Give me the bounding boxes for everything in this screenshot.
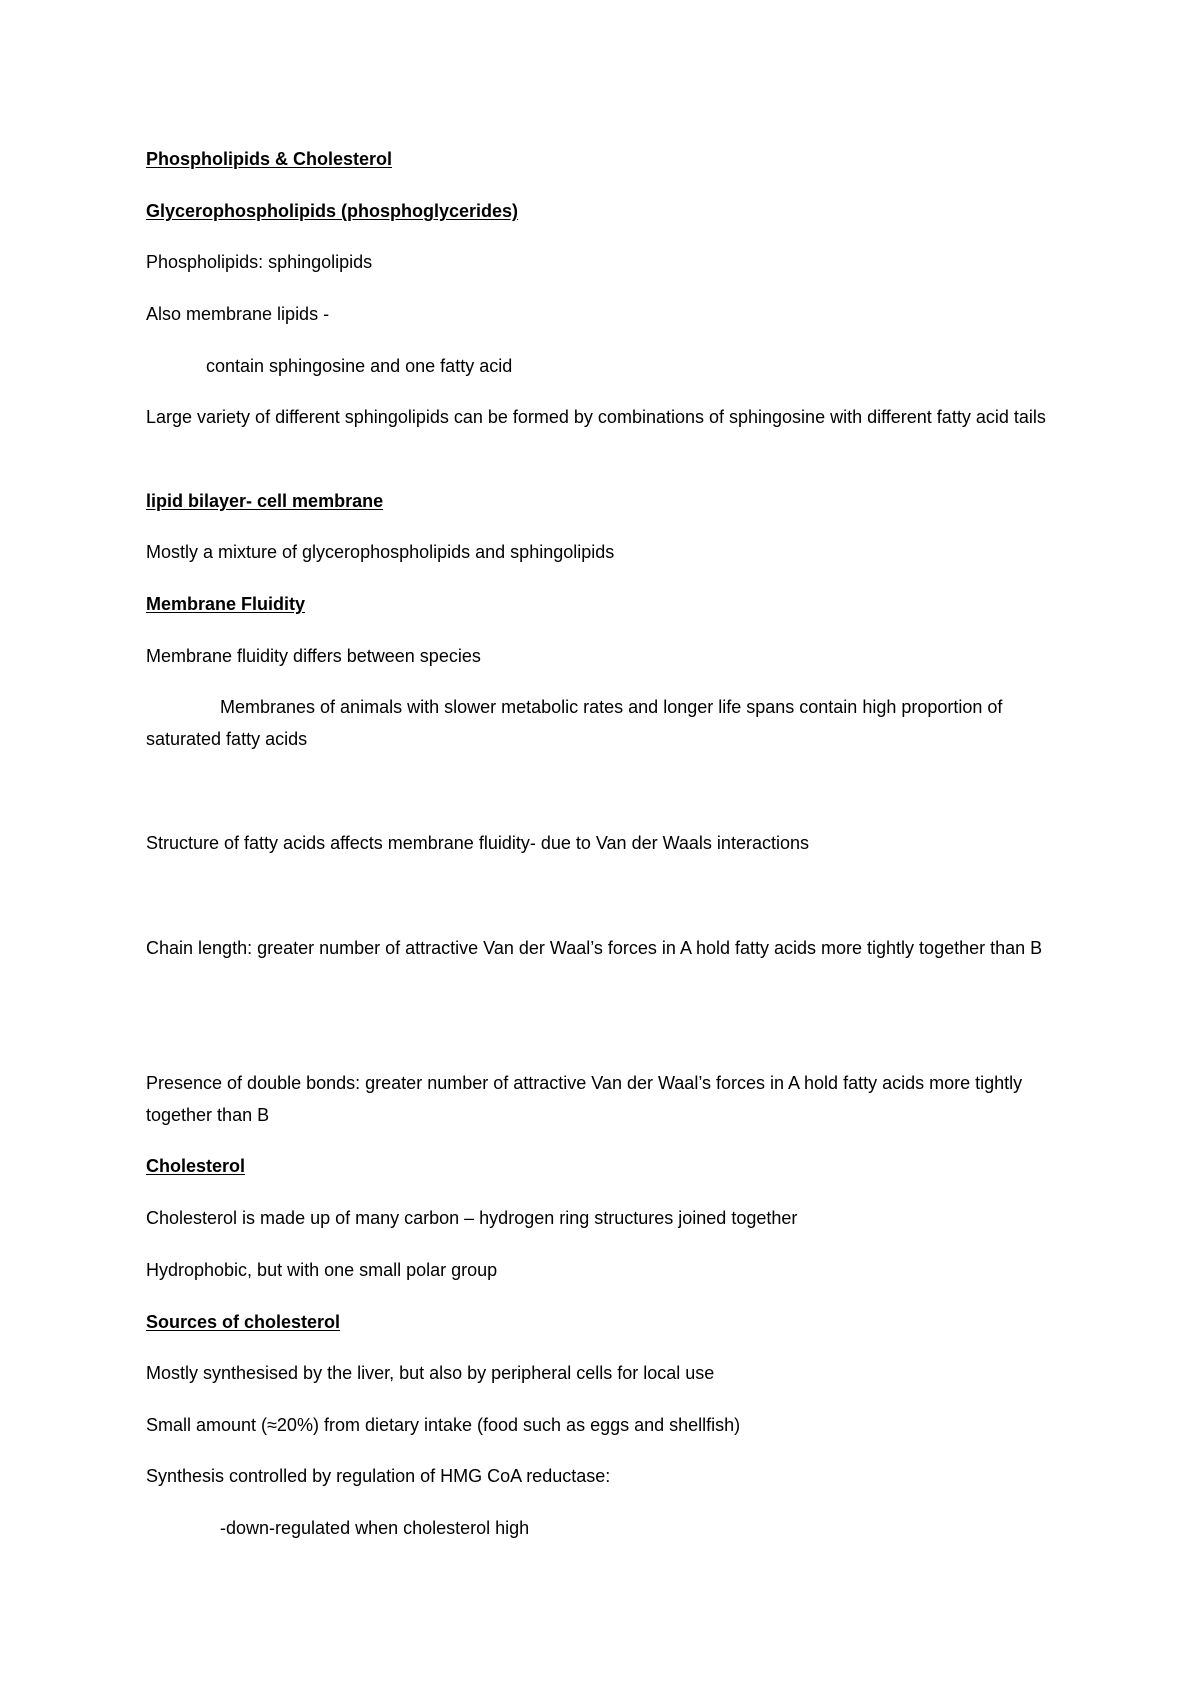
paragraph-membrane-lipids: Also membrane lipids - <box>146 304 330 324</box>
paragraph-animal-membranes: Membranes of animals with slower metabolic rates and longer life spans contain high proportion of saturated fatty acids <box>146 697 1003 749</box>
paragraph-fluidity-species: Membrane fluidity differs between species <box>146 646 481 666</box>
heading-membrane-fluidity: Membrane Fluidity <box>146 594 306 614</box>
paragraph-double-bonds: Presence of double bonds: greater number of attractive Van der Waal’s forces in A hold fatty acids more tightly together than B <box>146 1073 1023 1125</box>
heading-lipid-bilayer: lipid bilayer- cell membrane <box>146 491 384 511</box>
paragraph-sphingosine: contain sphingosine and one fatty acid <box>206 356 513 376</box>
heading-sources-of-cholesterol: Sources of cholesterol <box>146 1312 341 1332</box>
paragraph-down-regulated: -down-regulated when cholesterol high <box>220 1518 530 1538</box>
paragraph-sphingolipid-variety: Large variety of different sphingolipids can be formed by combinations of sphingosine with different fatty acid tails <box>146 407 1046 427</box>
paragraph-synthesised-liver: Mostly synthesised by the liver, but also by peripheral cells for local use <box>146 1363 715 1383</box>
paragraph-cholesterol-structure: Cholesterol is made up of many carbon – hydrogen ring structures joined together <box>146 1208 798 1228</box>
paragraph-hydrophobic: Hydrophobic, but with one small polar group <box>146 1260 498 1280</box>
paragraph-mixture: Mostly a mixture of glycerophospholipids and sphingolipids <box>146 542 615 562</box>
paragraph-structure-fatty-acids: Structure of fatty acids affects membrane fluidity- due to Van der Waals interactions <box>146 833 809 853</box>
heading-cholesterol: Cholesterol <box>146 1156 246 1176</box>
paragraph-phospholipids: Phospholipids: sphingolipids <box>146 252 373 272</box>
paragraph-chain-length: Chain length: greater number of attractive Van der Waal’s forces in A hold fatty acids more tightly together than B <box>146 938 1043 958</box>
document-title: Phospholipids & Cholesterol <box>146 149 393 169</box>
heading-glycerophospholipids: Glycerophospholipids (phosphoglycerides) <box>146 201 519 221</box>
paragraph-dietary-intake: Small amount (≈20%) from dietary intake (food such as eggs and shellfish) <box>146 1415 741 1435</box>
paragraph-synthesis-control: Synthesis controlled by regulation of HMG CoA reductase: <box>146 1466 611 1486</box>
